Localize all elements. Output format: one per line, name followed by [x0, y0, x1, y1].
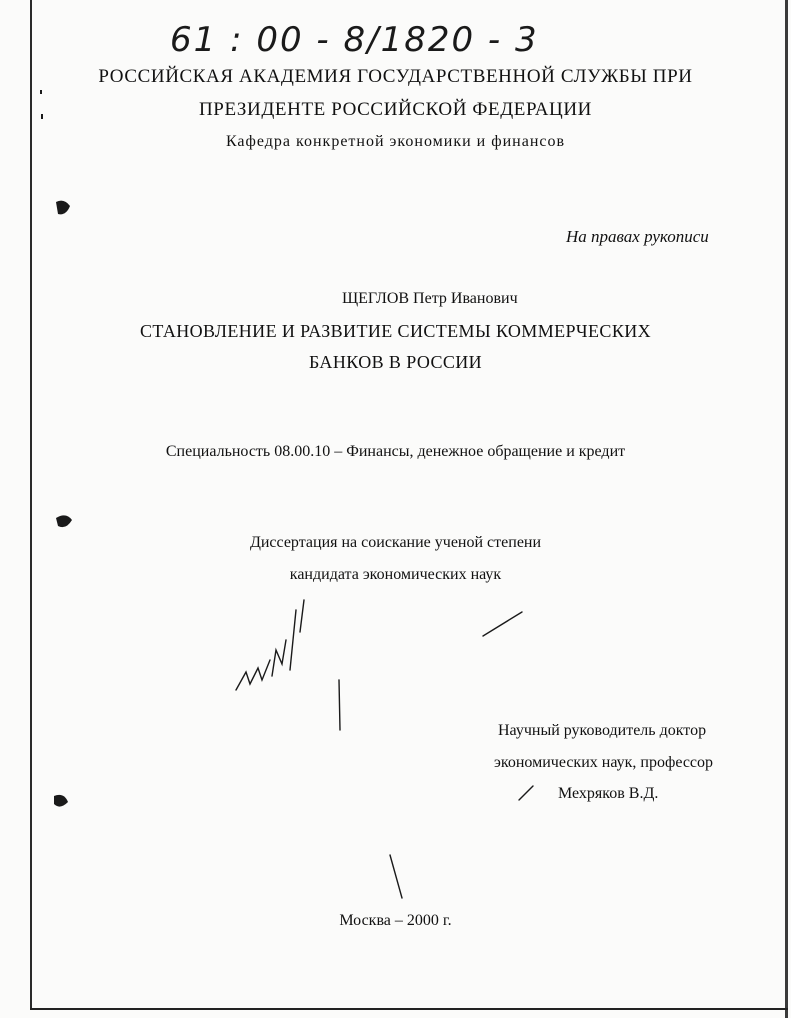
supervisor-line-2: экономических наук, профессор: [494, 754, 714, 771]
organization-line-1: РОССИЙСКАЯ АКАДЕМИЯ ГОСУДАРСТВЕННОЙ СЛУЖБЫ ПРИ: [98, 66, 693, 87]
binding-hole-mark: [56, 201, 70, 215]
handwritten-archive-code: 61 : 00 - 8/1820 - 3: [170, 20, 539, 60]
edge-speck: [41, 114, 43, 119]
degree-line-1: Диссертация на соискание ученой степени: [249, 534, 542, 551]
title-line-1: СТАНОВЛЕНИЕ И РАЗВИТИЕ СИСТЕМЫ КОММЕРЧЕСКИХ: [139, 321, 652, 341]
city-year: Москва – 2000 г.: [339, 912, 452, 929]
pen-stroke: [339, 680, 340, 730]
supervisor-line-1: Научный руководитель доктор: [498, 722, 707, 739]
signature-scribble: [236, 600, 304, 690]
degree-line-2: кандидата экономических наук: [289, 566, 502, 583]
organization-line-2: ПРЕЗИДЕНТЕ РОССИЙСКОЙ ФЕДЕРАЦИИ: [198, 99, 593, 120]
pen-stroke: [519, 786, 533, 800]
pen-stroke: [390, 855, 402, 898]
department: Кафедра конкретной экономики и финансов: [225, 133, 566, 150]
pen-stroke: [483, 612, 522, 636]
supervisor-name: Мехряков В.Д.: [558, 785, 659, 802]
edge-speck: [40, 90, 42, 94]
author-name: ЩЕГЛОВ Петр Иванович: [342, 290, 518, 307]
rights-note: На правах рукописи: [566, 227, 709, 246]
specialty: Специальность 08.00.10 – Финансы, денежное обращение и кредит: [165, 443, 626, 460]
binding-hole-mark: [54, 795, 68, 807]
binding-hole-mark: [56, 515, 72, 527]
title-line-2: БАНКОВ В РОССИИ: [308, 352, 483, 372]
